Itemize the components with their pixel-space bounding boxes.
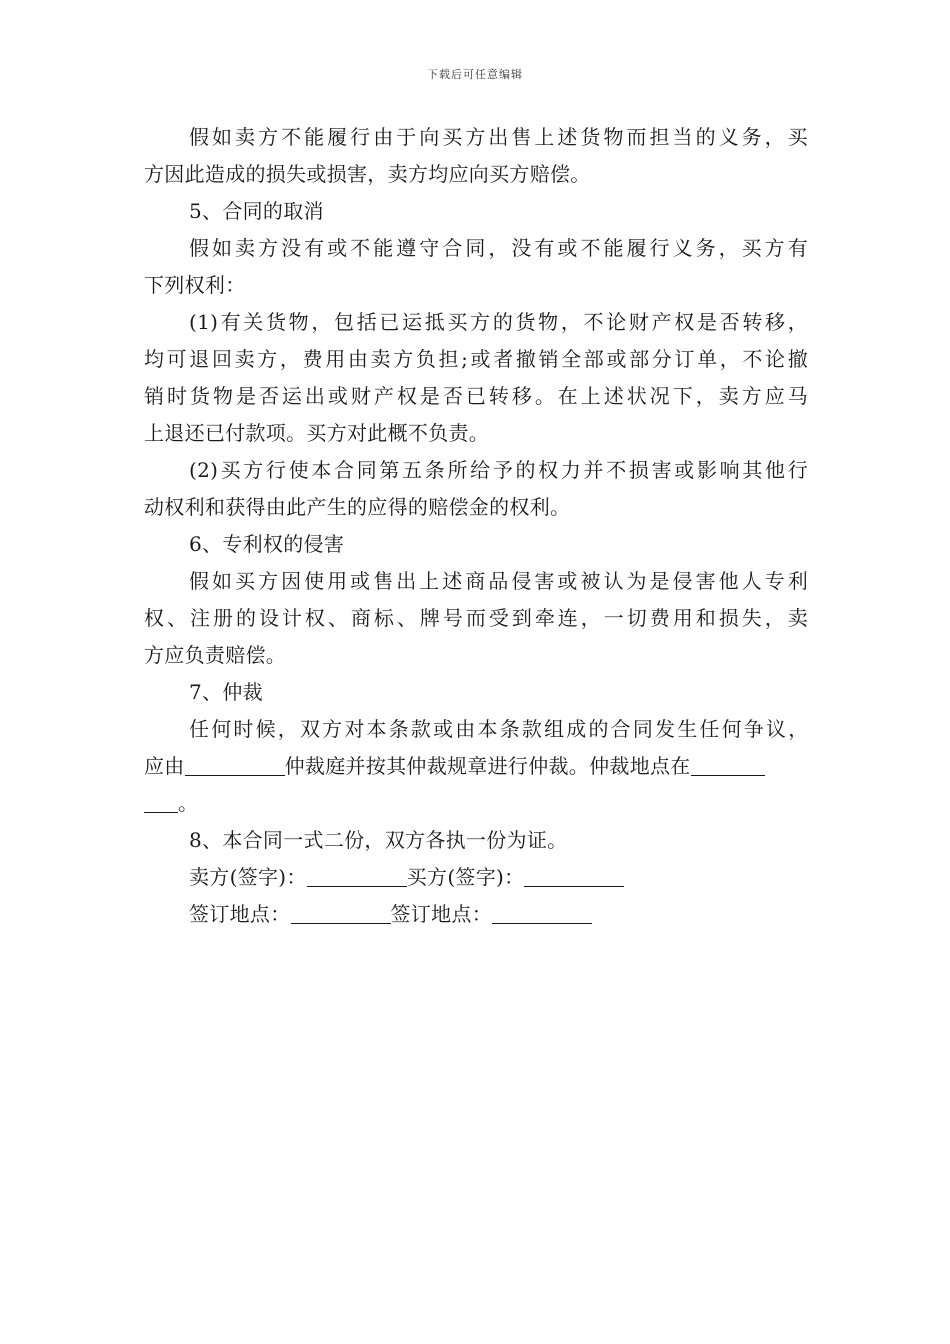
sign-place-label-1: 签订地点： <box>189 902 291 926</box>
arbitration-place-blank-cont[interactable] <box>144 790 178 813</box>
clause5-p2-line-4: 上退还已付款项。买方对此概不负责。 <box>144 421 490 445</box>
clause5-title: 5、合同的取消 <box>189 199 324 223</box>
penalty-line-1: 假如卖方不能履行由于向买方出售上述货物而担当的义务，买 <box>189 125 808 149</box>
buyer-sign-label: 买方(签字)： <box>406 865 525 889</box>
signature-line <box>144 859 808 896</box>
clause5-p3-line-1: (2)买方行使本合同第五条所给予的权力并不损害或影响其他行 <box>189 458 808 482</box>
clause8-text: 8、本合同一式二份，双方各执一份为证。 <box>189 828 568 852</box>
clause6-title: 6、专利权的侵害 <box>189 532 345 556</box>
sign-place-line <box>144 896 808 933</box>
page-header: 下载后可任意编辑 <box>427 68 523 81</box>
clause7-title: 7、仲裁 <box>189 680 263 704</box>
sign-place-blank-2[interactable] <box>492 901 592 924</box>
seller-sign-label: 卖方(签字)： <box>189 865 307 889</box>
clause5-p2-line-1: (1)有关货物，包括已运抵买方的货物，不论财产权是否转移， <box>189 310 808 334</box>
clause5-p3-line-2: 动权利和获得由此产生的应得的赔偿金的权利。 <box>144 495 571 519</box>
sign-place-blank-1[interactable] <box>291 901 391 924</box>
penalty-line-2: 方因此造成的损失或损害，卖方均应向买方赔偿。 <box>144 162 591 186</box>
clause5-p1-line-1: 假如卖方没有或不能遵守合同，没有或不能履行义务，买方有 <box>189 236 808 260</box>
arbitration-place-blank[interactable] <box>691 753 765 776</box>
clause6-line-2: 权、注册的设计权、商标、牌号而受到牵连，一切费用和损失，卖 <box>144 606 808 630</box>
buyer-sign-blank[interactable] <box>524 864 624 887</box>
seller-sign-blank[interactable] <box>307 864 407 887</box>
clause7-line-2-mid: 仲裁庭并按其仲裁规章进行仲裁。仲裁地点在 <box>284 754 691 778</box>
clause7-line-3-end: 。 <box>178 791 199 815</box>
clause5-p1-line-2: 下列权利： <box>144 273 246 297</box>
clause7-line-1: 任何时候，双方对本条款或由本条款组成的合同发生任何争议， <box>189 717 808 741</box>
clause6-line-3: 方应负责赔偿。 <box>144 643 287 667</box>
clause5-p2-line-2: 均可退回卖方，费用由卖方负担;或者撤销全部或部分订单，不论撤 <box>144 347 808 371</box>
clause7-line-2-start: 应由 <box>144 754 185 778</box>
contract-body <box>144 119 808 933</box>
clause7-line-3 <box>144 785 808 822</box>
clause6-line-1: 假如买方因使用或售出上述商品侵害或被认为是侵害他人专利 <box>189 569 808 593</box>
clause7-line-2 <box>144 748 808 785</box>
arbitration-court-blank[interactable] <box>185 753 285 776</box>
sign-place-label-2: 签订地点： <box>390 902 492 926</box>
clause5-p2-line-3: 销时货物是否运出或财产权是否已转移。在上述状况下，卖方应马 <box>144 384 808 408</box>
